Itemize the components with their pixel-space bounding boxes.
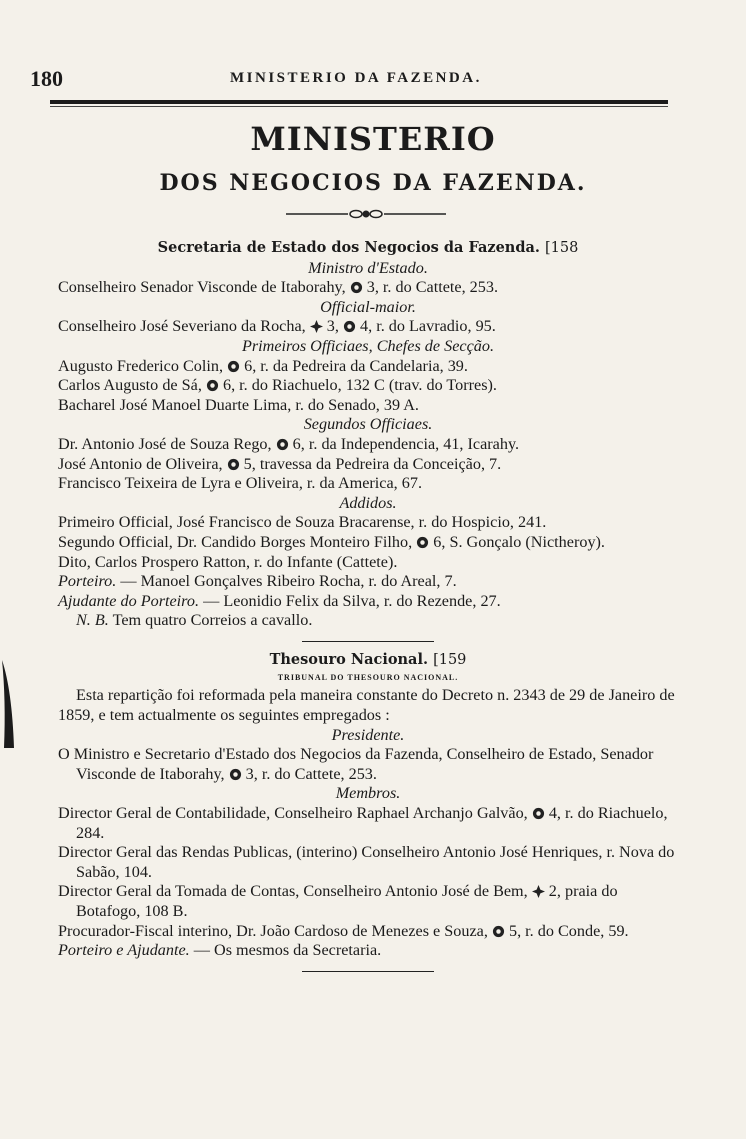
order-of-the-rose-icon	[229, 768, 242, 781]
entry-membro-4: Procurador-Fiscal interino, Dr. João Cardoso de Menezes e Souza, 5, r. do Conde, 59.	[58, 921, 629, 940]
entry-presidente: O Ministro e Secretario d'Estado dos Negocios da Fazenda, Conselheiro de Estado, Senador Visconde de Itaborahy, 3, r. do Cattete, 253.	[58, 745, 654, 783]
entry-primeiro-2: Carlos Augusto de Sá, 6, r. do Riachuelo, 132 C (trav. do Torres).	[58, 376, 497, 395]
entry-primeiro-3: Bacharel José Manoel Duarte Lima, r. do Senado, 39 A.	[58, 395, 419, 414]
entry-segundo-2: José Antonio de Oliveira, 5, travessa da Pedreira da Conceição, 7.	[58, 454, 502, 473]
order-of-christ-cross-icon	[310, 320, 323, 333]
page-body	[58, 238, 678, 980]
section-title: Secretaria de Estado dos Negocios da Fazenda.	[157, 239, 540, 256]
role-label: Presidente.	[331, 725, 405, 744]
section-title: Thesouro Nacional.	[269, 650, 429, 668]
entry-porteiro: Porteiro. — Manoel Gonçalves Ribeiro Rocha, r. do Areal, 7.	[58, 572, 457, 591]
role-label: Addidos.	[339, 493, 397, 512]
role-label: Official-maior.	[320, 297, 416, 316]
section-divider	[302, 641, 434, 642]
ornament-divider-icon	[286, 206, 446, 222]
section-number: [159	[433, 651, 467, 668]
order-of-the-rose-icon	[227, 360, 240, 373]
section-heading-thesouro	[58, 650, 678, 671]
order-of-the-rose-icon	[206, 379, 219, 392]
order-of-the-rose-icon	[343, 320, 356, 333]
order-of-the-rose-icon	[532, 807, 545, 820]
running-head	[30, 66, 680, 92]
entry-addido-3: Dito, Carlos Prospero Ratton, r. do Infante (Cattete).	[58, 552, 398, 571]
order-of-the-rose-icon	[492, 925, 505, 938]
entry-addido-1: Primeiro Official, José Francisco de Souza Bracarense, r. do Hospicio, 241.	[58, 513, 547, 532]
entry-membro-1: Director Geral de Contabilidade, Conselheiro Raphael Archanjo Galvão, 4, r. do Riachuelo, 284.	[58, 804, 668, 842]
entry-porteiro-ajudante: Porteiro e Ajudante. — Os mesmos da Secretaria.	[58, 941, 382, 960]
order-of-the-rose-icon	[416, 536, 429, 549]
role-label: Segundos Officiaes.	[303, 415, 433, 434]
entry-official-maior: Conselheiro José Severiano da Rocha, 3, 4, r. do Lavradio, 95.	[58, 317, 496, 336]
section-heading-secretaria	[58, 238, 678, 259]
running-title: MINISTERIO DA FAZENDA.	[230, 70, 482, 86]
entry-ministro: Conselheiro Senador Visconde de Itaborahy, 3, r. do Cattete, 253.	[58, 278, 499, 297]
header-rule-thin	[50, 106, 668, 107]
entry-ajudante: Ajudante do Porteiro. — Leonidio Felix da Silva, r. do Rezende, 27.	[58, 591, 501, 610]
role-label: Ministro d'Estado.	[308, 258, 428, 277]
role-label: Membros.	[335, 784, 401, 803]
page-number: 180	[30, 66, 63, 91]
subsection-heading: TRIBUNAL DO THESOURO NACIONAL.	[277, 673, 459, 683]
page-title: MINISTERIO	[250, 120, 496, 158]
page-subtitle: DOS NEGOCIOS DA FAZENDA.	[159, 170, 587, 196]
order-of-christ-cross-icon	[532, 885, 545, 898]
entry-segundo-1: Dr. Antonio José de Souza Rego, 6, r. da Independencia, 41, Icarahy.	[58, 434, 520, 453]
order-of-the-rose-icon	[350, 281, 363, 294]
entry-segundo-3: Francisco Teixeira de Lyra e Oliveira, r. da America, 67.	[58, 474, 422, 493]
role-label: Primeiros Officiaes, Chefes de Secção.	[241, 336, 495, 355]
entry-primeiro-1: Augusto Frederico Colin, 6, r. da Pedreira da Candelaria, 39.	[58, 356, 468, 375]
entry-membro-2: Director Geral das Rendas Publicas, (interino) Conselheiro Antonio José Henriques, r. Nova do Sabão, 104.	[58, 843, 675, 881]
header-rule	[50, 100, 668, 104]
note: N. B. Tem quatro Correios a cavallo.	[76, 611, 313, 630]
section-number: [158	[544, 240, 579, 256]
order-of-the-rose-icon	[276, 438, 289, 451]
section-divider	[302, 971, 434, 972]
entry-addido-2: Segundo Official, Dr. Candido Borges Monteiro Filho, 6, S. Gonçalo (Nictheroy).	[58, 532, 605, 551]
order-of-the-rose-icon	[227, 458, 240, 471]
entry-membro-3: Director Geral da Tomada de Contas, Conselheiro Antonio José de Bem, 2, praia do Botafogo, 108 B.	[58, 882, 618, 920]
intro-paragraph: Esta repartição foi reformada pela maneira constante do Decreto n. 2343 de 29 de Janeiro de 1859, e tem actualmente os seguintes empregados :	[58, 686, 675, 725]
margin-mark	[0, 660, 16, 748]
